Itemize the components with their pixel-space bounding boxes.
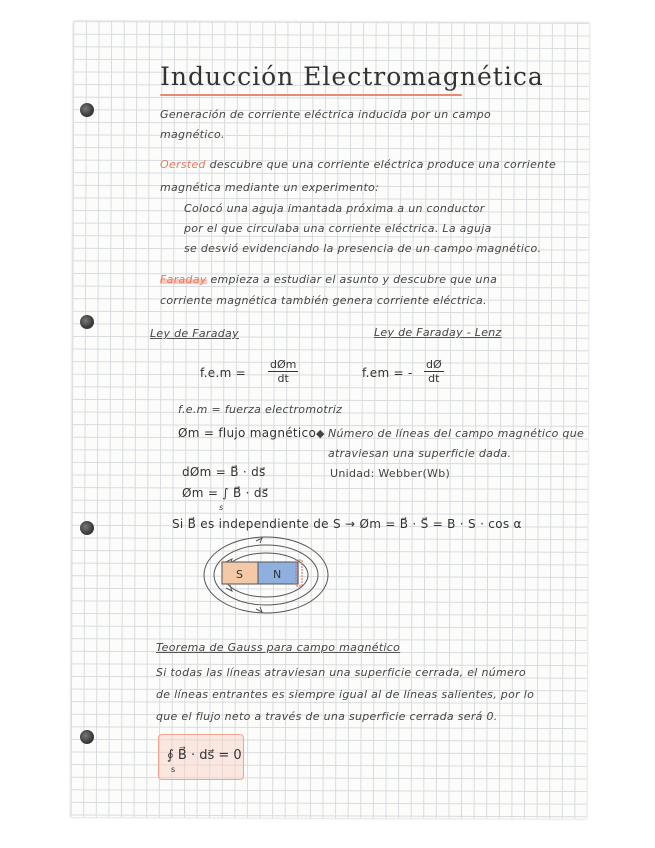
oersted-sub-line: Colocó una aguja imantada próxima a un conductor: [184, 202, 485, 215]
binder-hole: [80, 315, 94, 329]
flux-description: atraviesan una superficie dada.: [328, 447, 512, 460]
intro-line: magnético.: [160, 128, 225, 141]
gauss-formula: ∮ B⃗ · ds⃗ = 0: [167, 748, 242, 763]
oersted-line: magnética mediante un experimento:: [160, 181, 380, 194]
integral-subscript: s: [219, 503, 224, 512]
gauss-heading: Teorema de Gauss para campo magnético: [156, 641, 401, 654]
gauss-line: Si todas las líneas atraviesan una superficie cerrada, el número: [156, 666, 526, 679]
intro-line: Generación de corriente eléctrica inducida por un campo: [160, 108, 492, 121]
north-label: N: [273, 568, 282, 581]
oersted-sub-line: se desvió evidenciando la presencia de un campo magnético.: [184, 242, 542, 255]
lenz-law-heading: Ley de Faraday - Lenz: [374, 326, 502, 339]
fraction-denominator: dt: [428, 372, 440, 385]
flux-differential: dØm = B⃗ · ds⃗: [182, 465, 266, 479]
gauss-subscript: s: [171, 765, 176, 774]
flux-description: Número de líneas del campo magnético que: [328, 427, 585, 440]
lenz-formula-lhs: f.em = -: [362, 366, 413, 380]
south-label: S: [236, 568, 243, 581]
faraday-line: corriente magnética también genera corriente eléctrica.: [160, 294, 487, 307]
faraday-text: empieza a estudiar el asunto y descubre que una: [210, 273, 498, 286]
flux-definition: Øm = flujo magnético: [178, 426, 317, 440]
flux-integral: Øm = ∫ B⃗ · ds⃗: [182, 486, 269, 500]
faraday-fraction: [268, 358, 298, 385]
gauss-line: que el flujo neto a través de una superficie cerrada será 0.: [156, 710, 498, 723]
fraction-denominator: dt: [277, 372, 289, 385]
binder-hole: [80, 103, 94, 117]
oersted-text: descubre que una corriente eléctrica produce una corriente: [209, 158, 557, 171]
flux-unit: Unidad: Webber(Wb): [330, 467, 451, 480]
oersted-sub-line: por el que circulaba una corriente eléctrica. La aguja: [184, 222, 492, 235]
gauss-line: de líneas entrantes es siempre igual al de líneas salientes, por lo: [156, 688, 535, 701]
oersted-line: [160, 158, 556, 171]
fraction-numerator: dØ: [426, 358, 442, 371]
page-title: Inducción Electromagnética: [160, 62, 544, 91]
faraday-formula-lhs: f.e.m =: [200, 366, 247, 380]
title-underline: [160, 94, 462, 96]
fraction-numerator: dØm: [270, 358, 297, 371]
independent-case: Si B⃗ es independiente de S → Øm = B⃗ · S⃗ = B · S · cos α: [172, 517, 522, 531]
magnet-field-diagram: [196, 532, 336, 624]
faraday-line: [160, 273, 497, 286]
gauss-formula-box: [158, 734, 244, 780]
oersted-name: Oersted: [160, 158, 206, 171]
binder-hole: [80, 730, 94, 744]
bullet-diamond: ◆: [316, 427, 325, 440]
faraday-name: Faraday: [160, 273, 207, 286]
faraday-law-heading: Ley de Faraday: [150, 327, 239, 340]
binder-hole: [80, 521, 94, 535]
fem-definition: f.e.m = fuerza electromotriz: [178, 403, 343, 416]
lenz-fraction: [424, 358, 444, 385]
